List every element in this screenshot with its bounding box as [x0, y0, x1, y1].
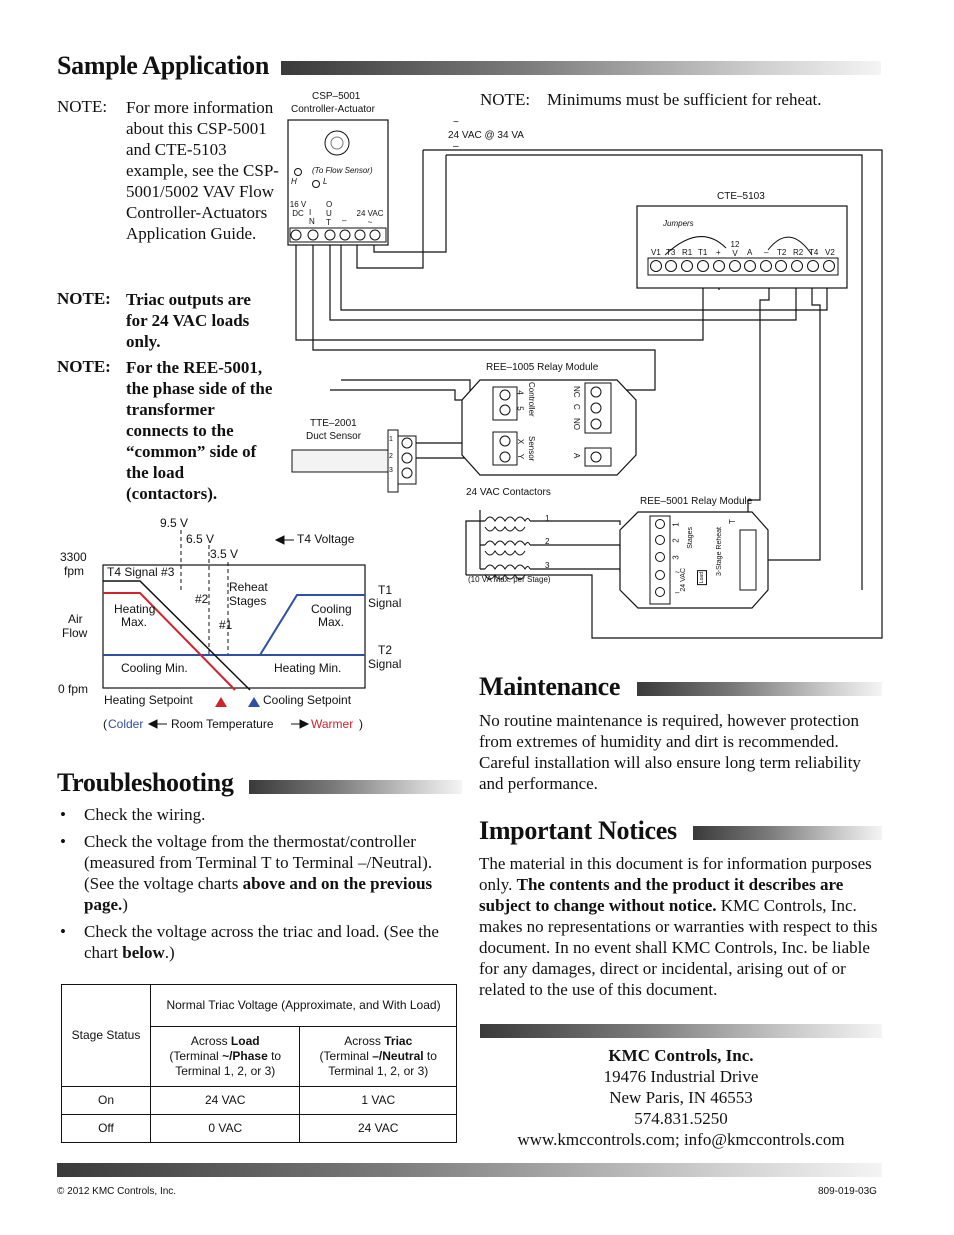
ree1005-sensor-x: X — [516, 438, 526, 445]
section-title-maintenance: Maintenance — [479, 672, 621, 701]
bullet-bold: above and on the previous page. — [84, 874, 433, 914]
cte-name: CTE–5103 — [717, 191, 765, 202]
chart-cooling-max: Cooling — [311, 602, 352, 616]
ree5001-24vac: 24 VAC — [680, 568, 687, 592]
ree5001-name: REE–5001 Relay Module — [640, 496, 753, 507]
header-text: Terminal 1, 2, or 3) — [328, 1064, 429, 1078]
company-street: 19476 Industrial Drive — [603, 1067, 759, 1086]
cte-terminal-label: V1 — [651, 248, 661, 257]
cte-terminal-label: 12 V — [730, 240, 740, 258]
csp-flow-sensor: (To Flow Sensor) — [312, 166, 373, 175]
chart-heating-max: Heating — [114, 602, 156, 616]
header-bold: Triac — [384, 1034, 413, 1048]
chart-stage-1: #1 — [219, 618, 233, 632]
table-cell: Off — [62, 1115, 151, 1143]
chart-y-top: 3300 — [60, 550, 87, 564]
chart-paren-open: ( — [103, 717, 107, 731]
title-bar — [693, 826, 882, 840]
footer-bar — [57, 1163, 882, 1177]
chart-room-temperature: Room Temperature — [171, 717, 274, 731]
chart-cooling-setpoint: Cooling Setpoint — [263, 693, 352, 707]
tte-sub: Duct Sensor — [306, 431, 362, 442]
chart-t4-voltage: T4 Voltage — [297, 532, 355, 546]
contactor-num: 2 — [545, 537, 550, 546]
table-header-stage-status: Stage Status — [62, 985, 151, 1087]
chart-colder: Colder — [108, 717, 144, 731]
chart-y-label: Air — [68, 612, 83, 626]
ree1005-controller: Controller — [527, 382, 536, 417]
cte-terminal-label: R2 — [793, 248, 804, 257]
ree1005-terminal: NC — [572, 386, 581, 398]
list-item — [57, 804, 462, 825]
chart-t2-signal: T2 — [378, 643, 393, 657]
note-label: NOTE: — [57, 97, 108, 116]
bullet-bold: below — [122, 943, 165, 962]
contactor-num: 1 — [545, 514, 550, 523]
ree1005-terminal: A — [572, 453, 581, 459]
ree1005-terminal: C — [572, 404, 581, 410]
chart-reheat: Reheat — [229, 580, 268, 594]
chart-heating-setpoint: Heating Setpoint — [104, 693, 193, 707]
chart-t4-signal: T4 Signal #3 — [107, 565, 175, 579]
csp-h: H — [291, 177, 297, 186]
note-flow-guide: For more information about this CSP-5001 and CTE-5103 example, see the CSP-5001/5002 VAV Flow Controller-Actuators Application Guide. — [126, 98, 279, 243]
notices-body — [479, 853, 883, 1000]
ree1005-sensor: Sensor — [527, 436, 536, 462]
ree1005-sensor-y: Y — [516, 453, 526, 460]
cte-terminal-label: V2 — [825, 248, 835, 257]
table-cell: 1 VAC — [300, 1087, 457, 1115]
cte-terminal-label: – — [764, 248, 769, 257]
ree5001-stages: Stages — [687, 527, 694, 549]
bullet-text: ) — [122, 895, 128, 914]
ree5001-t: T — [727, 519, 737, 524]
note-label: NOTE: — [57, 289, 111, 308]
notices-bold: The contents and the product it describes are subject to change without notice. — [479, 875, 844, 915]
header-text: Across — [190, 1034, 231, 1048]
header-bold: –/Neutral — [372, 1049, 424, 1063]
ree5001-reheat: 3-Stage Reheat — [716, 527, 723, 577]
ree5001-tilde: ~ — [675, 568, 680, 577]
chart-y-bottom: 0 fpm — [58, 682, 89, 696]
chart-stage-2: #2 — [195, 592, 209, 606]
company-phone: 574.831.5250 — [634, 1109, 728, 1128]
tte-terminal-num: 3 — [389, 467, 393, 474]
csp-name: CSP–5001 — [312, 91, 361, 102]
bullet-text: Check the voltage from the thermostat/controller (measured from Terminal T to Terminal –/Neutral). (See the voltage charts — [84, 832, 433, 893]
table-row — [62, 1087, 457, 1115]
cte-terminal-label: T2 — [777, 248, 787, 257]
tte-name: TTE–2001 — [310, 418, 357, 429]
chart-v65: 6.5 V — [186, 532, 215, 546]
chart-y-label: Flow — [62, 626, 88, 640]
header-text: Terminal 1, 2, or 3) — [175, 1064, 276, 1078]
contactors-note: (10 VA Max. per Stage) — [468, 575, 551, 584]
csp-terminal-label: 16 V DC — [289, 200, 307, 218]
maintenance-body: No routine maintenance is required, however protection from extremes of humidity and dirt is recommended. Careful installation will also ensure long term reliability and performance. — [479, 711, 861, 793]
chart-t1-signal: Signal — [368, 596, 402, 610]
tte-terminal-num: 1 — [389, 436, 393, 443]
cte-jumpers: Jumpers — [663, 219, 694, 228]
bullet-text: Check the wiring. — [84, 805, 206, 824]
ree5001-stage-num: 2 — [671, 538, 681, 543]
bullet-text: .) — [164, 943, 175, 962]
header-text: (Terminal — [169, 1049, 223, 1063]
section-title-notices: Important Notices — [479, 816, 677, 845]
table-cell: 0 VAC — [151, 1115, 300, 1143]
csp-sub: Controller-Actuator — [291, 104, 375, 115]
csp-terminal-label: – — [342, 216, 347, 225]
ree5001-stage-num: 1 — [671, 522, 681, 527]
ree1005-controller-num: 4 — [515, 390, 525, 395]
header-text: (Terminal — [319, 1049, 373, 1063]
table-header-load — [151, 1027, 300, 1087]
cte-terminal-label: R1 — [682, 248, 693, 257]
chart-warmer: Warmer — [311, 717, 354, 731]
cte-terminal-label: + — [716, 248, 721, 257]
ree1005-name: REE–1005 Relay Module — [486, 362, 599, 373]
header-bold: Load — [230, 1034, 260, 1048]
cte-terminal-label: T3 — [666, 248, 676, 257]
table-cell: On — [62, 1087, 151, 1115]
cte-terminal-label: T4 — [809, 248, 819, 257]
cte-terminal-label: A — [747, 248, 753, 257]
note-phase: For the REE-5001, the phase side of the transformer connects to the “common” side of the load (contactors). — [126, 358, 273, 503]
company-web-email[interactable]: www.kmccontrols.com; info@kmccontrols.com — [517, 1130, 845, 1149]
csp-terminal-label: 24 VAC ~ — [356, 209, 384, 227]
footer-doc-number: 809-019-03G — [818, 1186, 877, 1197]
contactors-label: 24 VAC Contactors — [466, 487, 551, 498]
bullet-text: Check the voltage across the triac and load. (See the chart — [84, 922, 439, 962]
supply-label: 24 VAC @ 34 VA — [448, 130, 524, 141]
chart-heating-max: Max. — [121, 615, 148, 629]
ree1005-controller-num: 5 — [515, 406, 525, 411]
troubleshooting-list — [57, 804, 462, 969]
note-triac: Triac outputs are for 24 VAC loads only. — [126, 290, 251, 351]
tte-terminal-num: 2 — [389, 453, 393, 460]
header-bold: ~/Phase — [222, 1049, 268, 1063]
section-title-troubleshooting: Troubleshooting — [57, 768, 234, 797]
chart-heating-min: Heating Min. — [274, 661, 342, 675]
note-minimums: NOTE: Minimums must be sufficient for reheat. — [480, 90, 822, 109]
title-bar — [480, 1024, 882, 1038]
chart-v35: 3.5 V — [210, 547, 239, 561]
table-cell: 24 VAC — [151, 1087, 300, 1115]
ree5001-stage-num: 3 — [671, 555, 681, 560]
ree1005-terminal: NO — [572, 418, 581, 430]
supply-minus: – — [453, 141, 459, 152]
cte-terminal-label: T1 — [698, 248, 708, 257]
contact-block — [479, 1045, 883, 1150]
title-bar — [249, 780, 462, 794]
footer-copyright: © 2012 KMC Controls, Inc. — [57, 1186, 177, 1197]
list-item — [57, 921, 462, 963]
triac-voltage-table — [61, 984, 457, 1143]
company-city: New Paris, IN 46553 — [609, 1088, 753, 1107]
chart-cooling-min: Cooling Min. — [121, 661, 188, 675]
table-header-voltage: Normal Triac Voltage (Approximate, and With Load) — [151, 985, 457, 1027]
table-cell: 24 VAC — [300, 1115, 457, 1143]
chart-reheat: Stages — [229, 594, 267, 608]
title-bar — [637, 682, 882, 696]
ree5001-minus: – — [675, 588, 680, 597]
table-header-triac — [300, 1027, 457, 1087]
header-text: to — [267, 1049, 282, 1063]
note-label: NOTE: — [57, 357, 111, 376]
chart-t2-signal: Signal — [368, 657, 402, 671]
csp-terminal-label: I N — [309, 208, 315, 226]
section-title-sample-application: Sample Application — [57, 51, 270, 80]
chart-paren-close: ) — [359, 717, 363, 731]
header-text: Across — [344, 1034, 385, 1048]
table-row — [62, 1115, 457, 1143]
csp-terminal-label: O U T — [326, 200, 333, 227]
chart-t1-signal: T1 — [378, 583, 393, 597]
supply-tilde: ~ — [453, 117, 459, 128]
ree5001-load: Load — [699, 572, 705, 584]
chart-cooling-max: Max. — [318, 615, 345, 629]
contactor-num: 3 — [545, 561, 550, 570]
csp-l: L — [323, 177, 328, 186]
notices-text: KMC Controls, Inc. makes no representations or warranties with respect to this document. In no event shall KMC Controls, Inc. be liable for any damages, direct or incidental, arising out of or related to the use of this document. — [479, 896, 878, 999]
list-item — [57, 831, 462, 915]
chart-y-top-unit: fpm — [64, 564, 85, 578]
header-text: to — [423, 1049, 437, 1063]
chart-v95: 9.5 V — [160, 516, 189, 530]
company-name: KMC Controls, Inc. — [608, 1046, 754, 1065]
notices-text: The material in this document is for information purposes only. — [479, 854, 872, 894]
